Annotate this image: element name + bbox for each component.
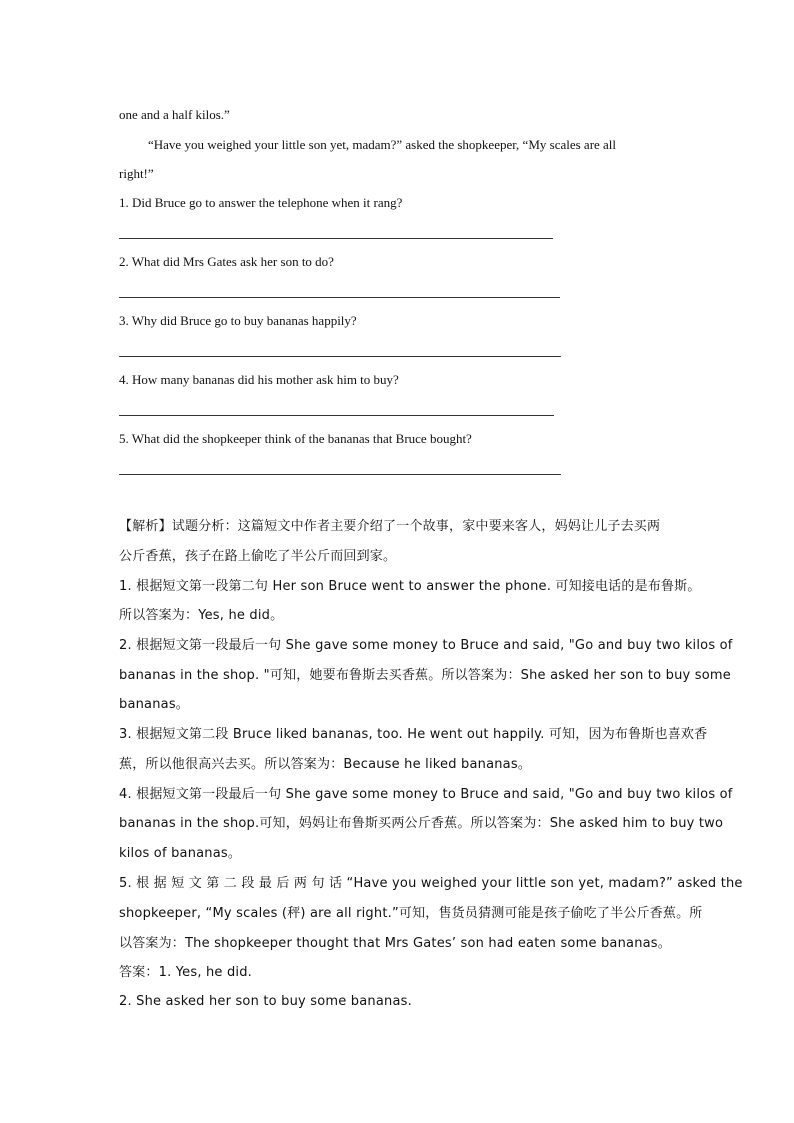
question-1: 1. Did Bruce go to answer the telephone when it rang?	[119, 195, 403, 210]
answers-label: 答案：1. Yes, he did.	[119, 965, 253, 980]
answer-line-5[interactable]	[119, 474, 561, 475]
question-5: 5. What did the shopkeeper think of the bananas that Bruce bought?	[119, 431, 472, 446]
analysis-intro: 【解析】试题分析：这篇短文中作者主要介绍了一个故事，家中要来客人，妈妈让儿子去买两	[119, 519, 661, 534]
analysis-item-2: bananas in the shop. "可知，她要布鲁斯去买香蕉。所以答案为：She asked her son to buy some	[119, 668, 731, 683]
analysis-item-3: 3. 根据短文第二段 Bruce liked bananas, too. He went out happily. 可知，因为布鲁斯也喜欢香	[119, 727, 708, 742]
analysis-item-5: shopkeeper, “My scales (秤) are all right.”可知，售货员猜测可能是孩子偷吃了半公斤香蕉。所	[119, 906, 703, 921]
answer-line-1[interactable]	[119, 238, 553, 239]
question-3: 3. Why did Bruce go to buy bananas happily?	[119, 313, 357, 328]
analysis-item-4: bananas in the shop.可知，妈妈让布鲁斯买两公斤香蕉。所以答案为：She asked him to buy two	[119, 816, 724, 831]
question-4: 4. How many bananas did his mother ask him to buy?	[119, 372, 399, 387]
answer-2: 2. She asked her son to buy some bananas.	[119, 994, 412, 1009]
question-2: 2. What did Mrs Gates ask her son to do?	[119, 254, 334, 269]
analysis-item-1: 所以答案为：Yes, he did。	[119, 608, 284, 623]
analysis-item-1: 1. 根据短文第一段第二句 Her son Bruce went to answer the phone. 可知接电话的是布鲁斯。	[119, 579, 701, 594]
analysis-item-5: 5. 根 据 短 文 第 二 段 最 后 两 句 话 “Have you weighed your little son yet, madam?” asked the	[119, 876, 743, 891]
answer-line-4[interactable]	[119, 415, 554, 416]
answer-line-2[interactable]	[119, 297, 560, 298]
analysis-item-4: kilos of bananas。	[119, 846, 242, 861]
analysis-item-2: bananas。	[119, 697, 190, 712]
analysis-item-5: 以答案为：The shopkeeper thought that Mrs Gates’ son had eaten some bananas。	[119, 936, 671, 951]
story-line: one and a half kilos.”	[119, 107, 230, 122]
story-line: “Have you weighed your little son yet, madam?” asked the shopkeeper, “My scales are all	[148, 137, 617, 152]
analysis-item-3: 蕉，所以他很高兴去买。所以答案为：Because he liked bananas。	[119, 757, 532, 772]
analysis-item-2: 2. 根据短文第一段最后一句 She gave some money to Bruce and said, "Go and buy two kilos of	[119, 638, 733, 653]
story-line: right!”	[119, 166, 154, 181]
analysis-intro: 公斤香蕉，孩子在路上偷吃了半公斤而回到家。	[119, 549, 397, 564]
answer-line-3[interactable]	[119, 356, 561, 357]
analysis-item-4: 4. 根据短文第一段最后一句 She gave some money to Bruce and said, "Go and buy two kilos of	[119, 787, 733, 802]
